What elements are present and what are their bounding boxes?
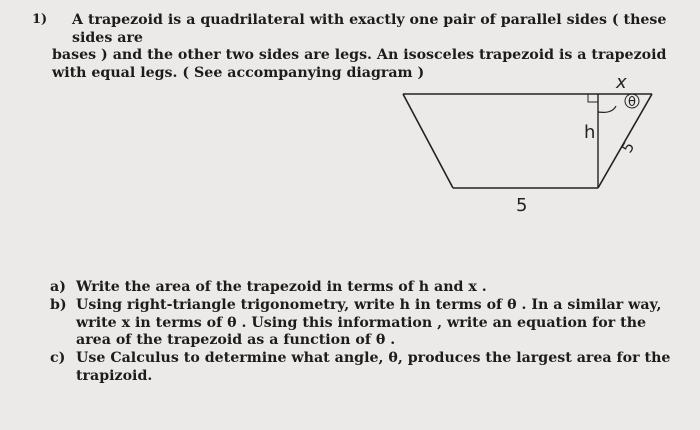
part-c-marker: c)	[50, 350, 66, 367]
intro-line-rest: bases ) and the other two sides are legs. An isosceles trapezoid is a trapezoid with equal legs. ( See accompanying diagram )	[52, 47, 667, 81]
label-leg: 5	[617, 138, 639, 156]
left-leg-line	[403, 94, 453, 188]
part-b	[50, 297, 680, 350]
part-c-text: Use Calculus to determine what angle, θ, produces the largest area for the trapizoid.	[76, 350, 671, 384]
intro-line-1: A trapezoid is a quadrilateral with exactly one pair of parallel sides ( these sides are	[72, 12, 667, 46]
problem-number: 1)	[32, 12, 48, 27]
label-x: x	[616, 72, 627, 93]
trapezoid-diagram	[390, 70, 680, 230]
part-a	[50, 279, 680, 297]
label-theta: θ	[628, 95, 636, 110]
part-b-text: Using right-triangle trigonometry, write h in terms of θ . In a similar way, write x in terms of θ . Using this information , write an equation for the area of the trapezoid as a function of θ .	[76, 296, 662, 349]
part-a-marker: a)	[50, 279, 66, 295]
part-c	[50, 350, 680, 386]
label-h: h	[584, 122, 596, 143]
theta-arc	[598, 106, 616, 112]
part-a-text: Write the area of the trapezoid in terms of h and x .	[76, 279, 487, 295]
corner-mark	[588, 94, 598, 102]
part-b-marker: b)	[50, 296, 67, 313]
question-parts	[50, 279, 680, 386]
label-base: 5	[516, 195, 528, 216]
